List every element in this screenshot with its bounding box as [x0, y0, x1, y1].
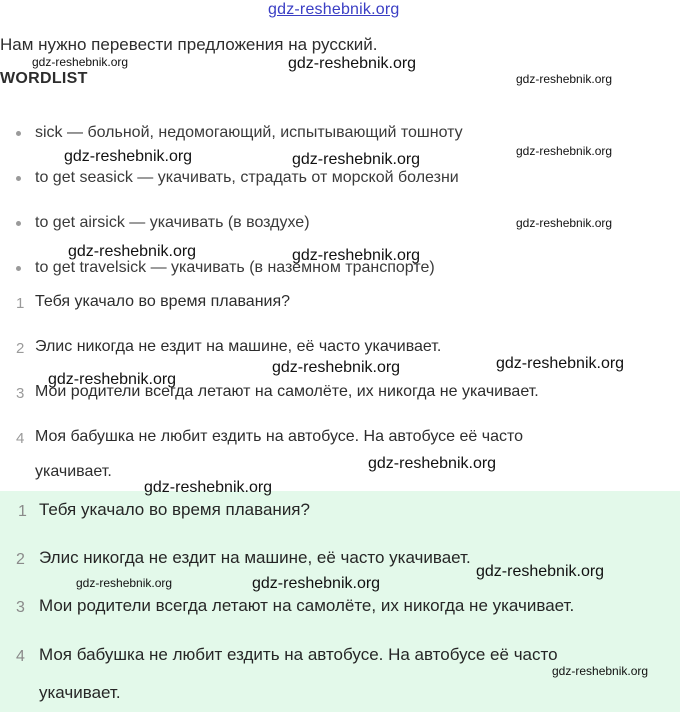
watermark: gdz-reshebnik.org — [476, 563, 605, 580]
watermark: gdz-reshebnik.org — [288, 55, 417, 72]
wordlist-item-text: to get travelsick — укачивать (в наземном транспорте) — [35, 259, 435, 276]
watermark: gdz-reshebnik.org — [68, 243, 197, 260]
wordlist-item — [35, 169, 459, 187]
bullet-dot-icon — [16, 131, 21, 136]
wordlist-title: WORDLIST — [0, 70, 88, 87]
wordlist-item-text: to get airsick — укачивать (в воздухе) — [35, 214, 310, 231]
watermark: gdz-reshebnik.org — [552, 664, 649, 678]
task-text: Моя бабушка не любит ездить на автобусе. На автобусе её часто — [35, 428, 524, 445]
watermark: gdz-reshebnik.org — [76, 576, 173, 590]
watermark: gdz-reshebnik.org — [516, 216, 613, 230]
watermark: gdz-reshebnik.org — [64, 148, 193, 165]
answer-number: 1 — [18, 503, 27, 520]
answer-number: 4 — [16, 648, 25, 665]
wordlist-item — [35, 124, 463, 142]
task-text: Мои родители всегда летают на самолёте, их никогда не укачивает. — [35, 383, 539, 400]
wordlist-item-text: sick — больной, недомогающий, испытывающий тошноту — [35, 124, 463, 141]
wordlist-item-text: to get seasick — укачивать, страдать от морской болезни — [35, 169, 459, 186]
task-number: 2 — [16, 340, 25, 357]
watermark: gdz-reshebnik.org — [48, 371, 177, 388]
watermark: gdz-reshebnik.org — [144, 479, 273, 496]
watermark: gdz-reshebnik.org — [252, 575, 381, 592]
bullet-dot-icon — [16, 221, 21, 226]
watermark: gdz-reshebnik.org — [516, 144, 613, 158]
task-number: 3 — [16, 385, 25, 402]
answer-text: Элис никогда не ездит на машине, её часто укачивает. — [39, 548, 471, 567]
watermark: gdz-reshebnik.org — [272, 359, 401, 376]
answer-number: 3 — [16, 599, 25, 616]
bullet-dot-icon — [16, 266, 21, 271]
site-header-link[interactable]: gdz-reshebnik.org — [268, 1, 400, 18]
task-text-continued: укачивает. — [35, 463, 112, 480]
answer-number: 2 — [16, 551, 25, 568]
watermark: gdz-reshebnik.org — [496, 355, 625, 372]
task-text: Элис никогда не ездит на машине, её часто укачивает. — [35, 338, 442, 355]
watermark: gdz-reshebnik.org — [368, 455, 497, 472]
task-number: 4 — [16, 430, 25, 447]
watermark: gdz-reshebnik.org — [292, 247, 421, 264]
watermark: gdz-reshebnik.org — [516, 72, 613, 86]
intro-text: Нам нужно перевести предложения на русский. — [0, 35, 378, 54]
answer-text: Тебя укачало во время плавания? — [39, 500, 310, 519]
bullet-dot-icon — [16, 176, 21, 181]
watermark: gdz-reshebnik.org — [292, 151, 421, 168]
task-text: Тебя укачало во время плавания? — [35, 293, 291, 310]
answer-text: Мои родители всегда летают на самолёте, их никогда не укачивает. — [39, 596, 575, 615]
answer-text-continued: укачивает. — [39, 683, 121, 702]
task-number: 1 — [16, 295, 25, 312]
answer-text: Моя бабушка не любит ездить на автобусе. На автобусе её часто — [39, 645, 558, 664]
watermark: gdz-reshebnik.org — [32, 55, 129, 69]
wordlist-item — [35, 214, 310, 232]
